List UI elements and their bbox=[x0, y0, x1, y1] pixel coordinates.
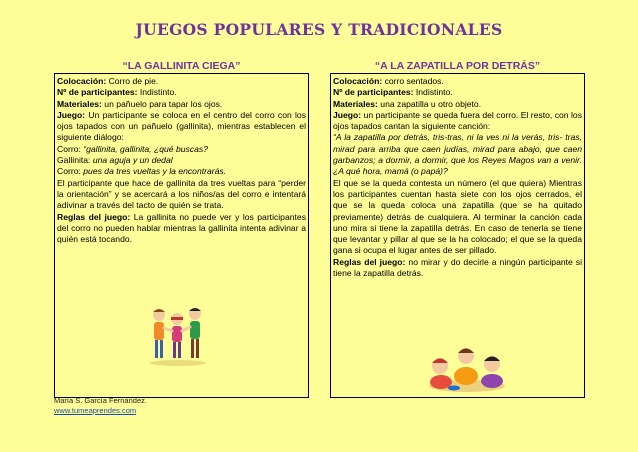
materiales-label: Materiales: bbox=[333, 98, 378, 109]
participantes-value: Indistinto. bbox=[137, 87, 177, 98]
author-name: María S. García Fernández. bbox=[54, 396, 147, 405]
footer bbox=[54, 396, 147, 415]
children-circle-illustration bbox=[145, 306, 211, 368]
juego-label: Juego: bbox=[57, 109, 86, 120]
gallinita-ciega-body bbox=[54, 74, 309, 398]
website-link[interactable]: www.tumeaprendes.com bbox=[54, 405, 137, 415]
juego-label: Juego: bbox=[333, 109, 362, 120]
dialog-line-3: pues da tres vueltas y la encontrarás. bbox=[83, 166, 227, 177]
gallinita-ciega-section bbox=[54, 60, 309, 398]
participantes-label: Nº de participantes: bbox=[57, 87, 138, 98]
dialog-line-2: una aguja y un dedal bbox=[92, 155, 173, 166]
song-lyrics: “A la zapatilla por detrás, tris-tras, ni la ves ni la verás, tris- tras, mirad para arriba que caen judías, mirad para abajo, que caen garbanzos; a dormir, a dormir, que los Reyes Magos van a venir. ¿A qué hora, mamá (o papá)? bbox=[333, 132, 582, 177]
reglas-label: Reglas del juego: bbox=[57, 211, 131, 222]
materiales-value: un pañuelo para tapar los ojos. bbox=[101, 98, 223, 109]
materiales-value: una zapatilla u otro objeto. bbox=[377, 98, 482, 109]
juego-value: Un participante se coloca en el centro del corro con los ojos tapados con un pañuelo (gallinita), mientras establecen el siguiente diálogo: bbox=[57, 109, 306, 143]
colocacion-label: Colocación: bbox=[333, 76, 383, 86]
colocacion-label: Colocación: bbox=[57, 76, 107, 86]
dialog-line-2-prefix: Gallinita: bbox=[57, 155, 93, 166]
zapatilla-section bbox=[330, 60, 585, 398]
game-description: El participante que hace de gallinita da tres vueltas para “perder la orientación” y se acercará a los niños/as del corro e intentará adivinar a través del tacto de quién se trata. bbox=[57, 177, 306, 211]
dialog-line-1-prefix: Corro: bbox=[57, 143, 84, 154]
dialog-line-3-prefix: Corro: bbox=[57, 166, 84, 177]
juego-value: un participante se queda fuera del corro. El resto, con los ojos tapados cantan la siguiente canción: bbox=[333, 109, 582, 132]
zapatilla-body bbox=[330, 74, 585, 398]
participantes-value: Indistinto. bbox=[413, 87, 453, 98]
colocacion-value: corro sentados. bbox=[382, 76, 444, 86]
seated-children-illustration bbox=[426, 336, 508, 394]
dialog-line-1: “gallinita, gallinita, ¿qué buscas? bbox=[83, 143, 208, 154]
zapatilla-text bbox=[333, 76, 582, 279]
participantes-label: Nº de participantes: bbox=[333, 87, 414, 98]
game-description: El que se la queda contesta un número (el que quiera) Mientras los participantes cuentan hasta siete con los ojos cerrados, el que se la queda coloca una zapatilla (que se ha quitado previamente) detrás de cualquiera. Al terminar la canción cada uno mira si tiene la zapatilla detrás. En caso de tenerla se tiene que levantar y pillar al que se la ha colocado; el que se la queda gana si ocupa el lugar antes de ser pillado. bbox=[333, 177, 582, 256]
gallinita-ciega-text bbox=[57, 76, 306, 245]
reglas-label: Reglas del juego: bbox=[333, 256, 406, 267]
gallinita-ciega-heading: “LA GALLINITA CIEGA” bbox=[54, 60, 309, 74]
reglas-value: no mirar y do decirle a ningún participante si tiene la zapatilla detrás. bbox=[333, 256, 583, 279]
reglas-value: La gallinita no puede ver y los participantes del corro no pueden hablar mientras la gallinita intenta adivinar a quién está tocando. bbox=[57, 211, 306, 245]
zapatilla-heading: “A LA ZAPATILLA POR DETRÁS” bbox=[330, 60, 585, 74]
colocacion-value: Corro de pie. bbox=[106, 76, 159, 86]
page-title: JUEGOS POPULARES Y TRADICIONALES bbox=[135, 20, 503, 39]
materiales-label: Materiales: bbox=[57, 98, 102, 109]
